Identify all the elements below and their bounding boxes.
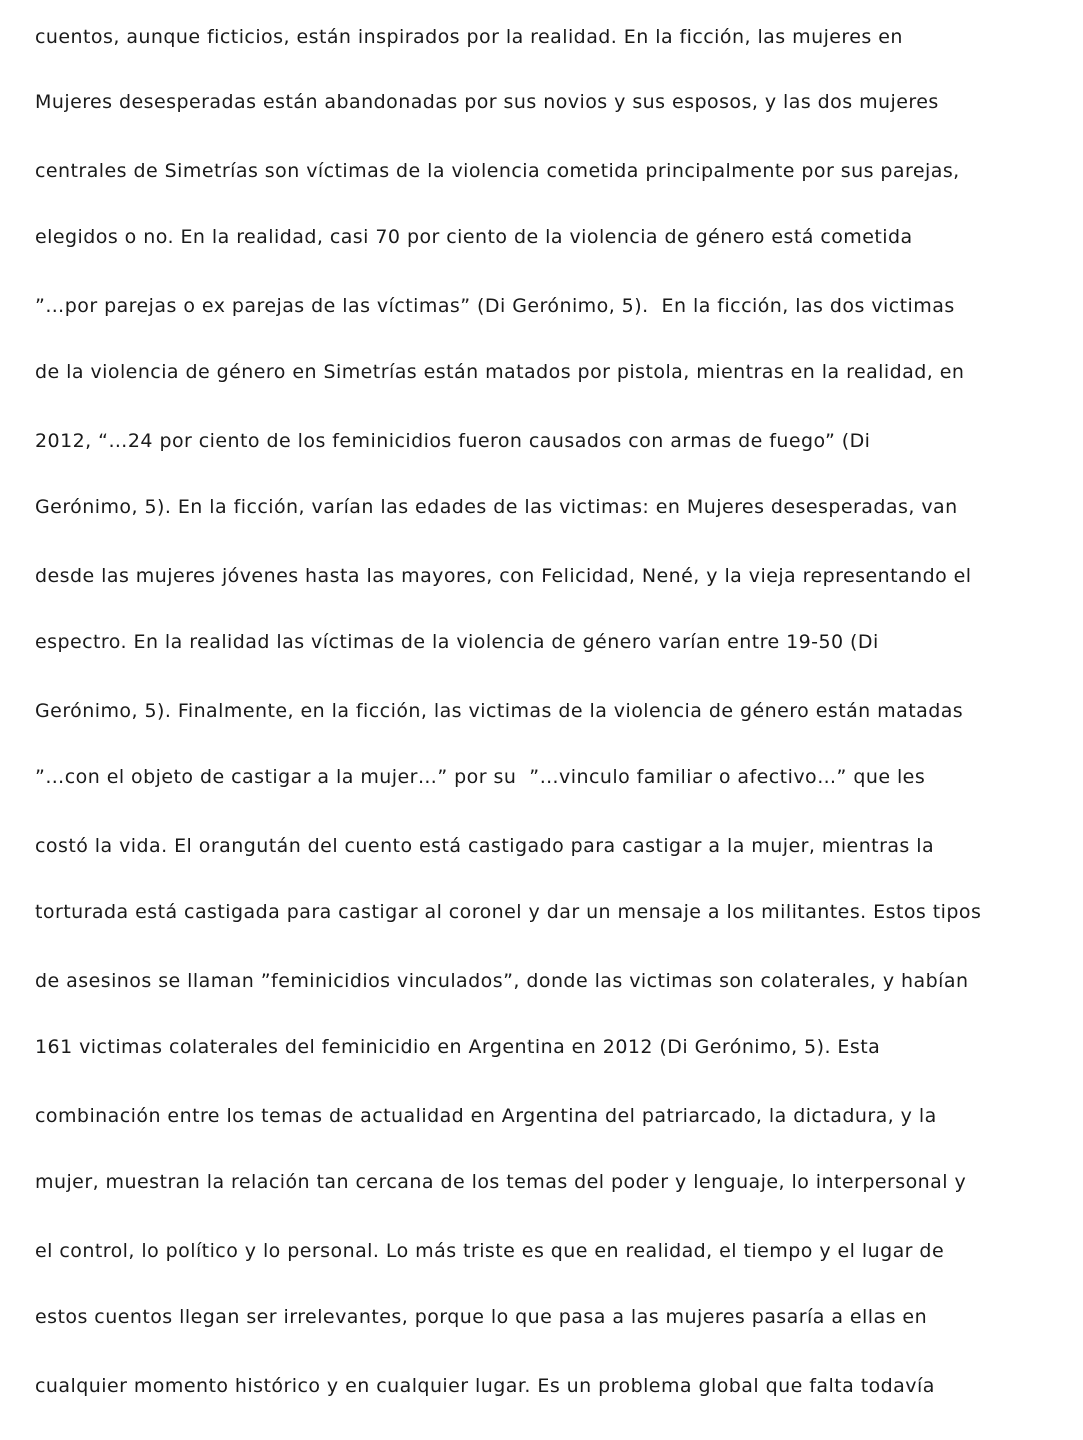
paragraph-line: estos cuentos llegan ser irrelevantes, porque lo que pasa a las mujeres pasaría a ellas en	[35, 1306, 928, 1328]
paragraph-line: de asesinos se llaman ”feminicidios vinculados”, donde las victimas son colaterales, y habían	[35, 970, 969, 992]
paragraph-line: Gerónimo, 5). En la ficción, varían las edades de las victimas: en Mujeres desesperadas, van	[35, 496, 958, 518]
paragraph-line: desde las mujeres jóvenes hasta las mayores, con Felicidad, Nené, y la vieja representando el	[35, 565, 972, 587]
paragraph-line: cuentos, aunque ficticios, están inspirados por la realidad. En la ficción, las mujeres en	[35, 26, 903, 48]
paragraph-line: el control, lo político y lo personal. Lo más triste es que en realidad, el tiempo y el lugar de	[35, 1240, 945, 1262]
paragraph-line: 161 victimas colaterales del feminicidio en Argentina en 2012 (Di Gerónimo, 5). Esta	[35, 1036, 881, 1058]
paragraph-line: mujer, muestran la relación tan cercana de los temas del poder y lenguaje, lo interpersonal y	[35, 1171, 967, 1193]
paragraph-line: ”…por parejas o ex parejas de las víctimas” (Di Gerónimo, 5). En la ficción, las dos victimas	[35, 295, 955, 317]
paragraph-line: combinación entre los temas de actualidad en Argentina del patriarcado, la dictadura, y la	[35, 1105, 937, 1127]
paragraph-line: ”…con el objeto de castigar a la mujer…” por su ”…vinculo familiar o afectivo…” que les	[35, 766, 926, 788]
paragraph-line: costó la vida. El orangután del cuento está castigado para castigar a la mujer, mientras la	[35, 835, 935, 857]
paragraph-line: Gerónimo, 5). Finalmente, en la ficción, las victimas de la violencia de género están matadas	[35, 700, 964, 722]
paragraph-line: cualquier momento histórico y en cualquier lugar. Es un problema global que falta todavía	[35, 1375, 935, 1397]
paragraph-line: 2012, “…24 por ciento de los feminicidios fueron causados con armas de fuego” (Di	[35, 430, 871, 452]
paragraph-line: de la violencia de género en Simetrías están matados por pistola, mientras en la realidad, en	[35, 361, 965, 383]
paragraph-line: centrales de Simetrías son víctimas de la violencia cometida principalmente por sus parejas,	[35, 160, 960, 182]
paragraph-line: espectro. En la realidad las víctimas de la violencia de género varían entre 19-50 (Di	[35, 631, 879, 653]
paragraph-line: Mujeres desesperadas están abandonadas por sus novios y sus esposos, y las dos mujeres	[35, 91, 939, 113]
paragraph-line: torturada está castigada para castigar al coronel y dar un mensaje a los militantes. Estos tipos	[35, 901, 982, 923]
paragraph-line: elegidos o no. En la realidad, casi 70 por ciento de la violencia de género está cometida	[35, 226, 913, 248]
